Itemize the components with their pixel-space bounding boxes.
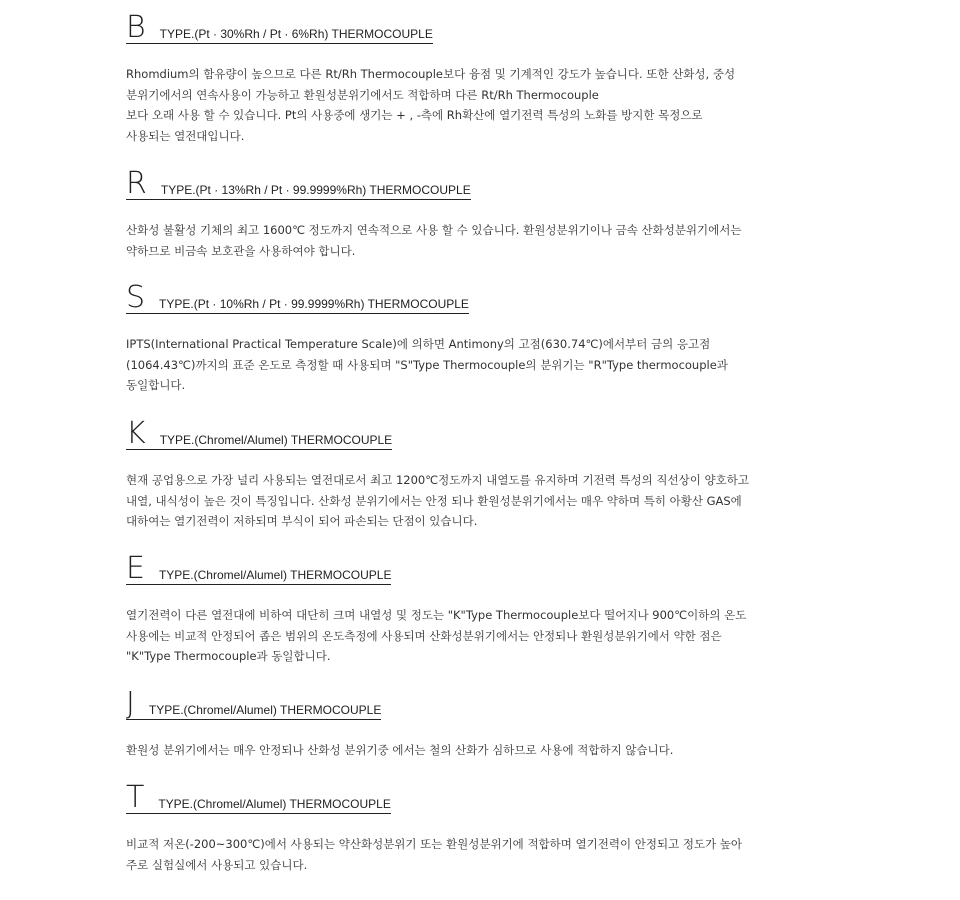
description-line: IPTS(International Practical Temperature Scale)에 의하면 Antimony의 고점(630.74℃)에서부터 금의 응고점 (126, 337, 711, 351)
type-subtitle: TYPE.(Chromel/Alumel) THERMOCOUPLE (158, 568, 392, 582)
type-letter: R (126, 166, 147, 201)
heading-underline (126, 686, 382, 721)
type-letter: K (126, 416, 146, 451)
description-line: 동일합니다. (126, 378, 186, 392)
description-line: 내열, 내식성이 높은 것이 특징입니다. 산화성 분위기에서는 안정 되나 환원성분위기에서는 매우 약하며 특히 아황산 GAS에 (126, 493, 742, 508)
description-line: "K"Type Thermocouple과 동일합니다. (126, 649, 331, 663)
type-subtitle: TYPE.(Chromel/Alumel) THERMOCOUPLE (148, 703, 382, 717)
section-description (126, 740, 838, 761)
section-heading (126, 10, 838, 48)
heading-underline (126, 280, 469, 315)
section-description (126, 834, 838, 875)
section-description (126, 220, 838, 261)
section-type-b (126, 10, 838, 146)
type-letter: T (126, 780, 145, 815)
description-line: 보다 오래 사용 할 수 있습니다. Pt의 사용중에 생기는 + , -측에 Rh확산에 열기전력 특성의 노화를 방지한 목정으로 (126, 108, 703, 122)
description-line: 주로 실험실에서 사용되고 있습니다. (126, 857, 308, 872)
type-letter: J (126, 686, 135, 721)
description-line: 열기전력이 다른 열전대에 비하여 대단히 크며 내열성 및 정도는 "K"Type Thermocouple보다 떨어지나 900℃이하의 온도 (126, 608, 747, 622)
section-type-e (126, 551, 838, 667)
description-line: 대하여는 열기전력이 저하되며 부식이 되어 파손되는 단점이 있습니다. (126, 514, 478, 528)
section-description (126, 605, 838, 667)
description-line: (1064.43℃)까지의 표준 온도로 측정할 때 사용되며 "S"Type Thermocouple의 분위기는 "R"Type thermocouple과 (126, 357, 728, 372)
type-letter: E (126, 551, 145, 586)
section-description (126, 64, 838, 146)
type-subtitle: TYPE.(Chromel/Alumel) THERMOCOUPLE (159, 433, 393, 447)
section-description (126, 470, 838, 532)
description-line: 약하므로 비금속 보호관을 사용하여야 합니다. (126, 243, 356, 258)
section-heading (126, 686, 838, 724)
section-heading (126, 166, 838, 204)
section-heading (126, 780, 838, 818)
description-line: 현재 공업용으로 가장 널리 사용되는 열전대로서 최고 1200℃정도까지 내열도를 유지하며 기전력 특성의 직선상이 양호하고 (126, 473, 749, 487)
heading-underline (126, 780, 391, 815)
description-line: 사용되는 열전대입니다. (126, 128, 245, 143)
description-line: 산화성 불활성 기체의 최고 1600℃ 정도까지 연속적으로 사용 할 수 있습니다. 환원성분위기이나 금속 산화성분위기에서는 (126, 223, 742, 237)
type-subtitle: TYPE.(Pt · 10%Rh / Pt · 99.9999%Rh) THERMOCOUPLE (159, 297, 469, 311)
heading-underline (126, 10, 433, 45)
heading-underline (126, 416, 393, 451)
section-type-s (126, 280, 838, 396)
type-letter: S (126, 280, 146, 315)
heading-underline (126, 551, 392, 586)
description-line: 환원성 분위기에서는 매우 안정되나 산화성 분위기중 에서는 철의 산화가 심하므로 사용에 적합하지 않습니다. (126, 743, 674, 757)
section-heading (126, 416, 838, 454)
section-type-t (126, 780, 838, 875)
type-subtitle: TYPE.(Pt · 30%Rh / Pt · 6%Rh) THERMOCOUPLE (159, 27, 433, 41)
type-subtitle: TYPE.(Chromel/Alumel) THERMOCOUPLE (158, 797, 391, 811)
type-subtitle: TYPE.(Pt · 13%Rh / Pt · 99.9999%Rh) THERMOCOUPLE (160, 183, 471, 197)
description-line: Rhomdium의 함유량이 높으므로 다른 Rt/Rh Thermocouple보다 융점 및 기계적인 강도가 높습니다. 또한 산화성, 중성 (126, 67, 736, 81)
description-line: 비교적 저온(-200~300℃)에서 사용되는 약산화성분위기 또는 환원성분위기에 적합하며 열기전력이 안정되고 정도가 높아 (126, 837, 743, 851)
section-type-j (126, 686, 838, 761)
heading-underline (126, 166, 471, 201)
section-type-r (126, 166, 838, 261)
type-letter: B (126, 10, 146, 45)
description-line: 분위기에서의 연속사용이 가능하고 환원성분위기에서도 적합하며 다른 Rt/Rh Thermocouple (126, 87, 599, 102)
section-description (126, 334, 838, 396)
description-line: 사용에는 비교적 안정되어 좁은 범위의 온도측정에 사용되며 산화성분위기에서는 안정되나 환원성분위기에서 약한 점은 (126, 628, 722, 643)
section-heading (126, 551, 838, 589)
section-heading (126, 280, 838, 318)
section-type-k (126, 416, 838, 532)
